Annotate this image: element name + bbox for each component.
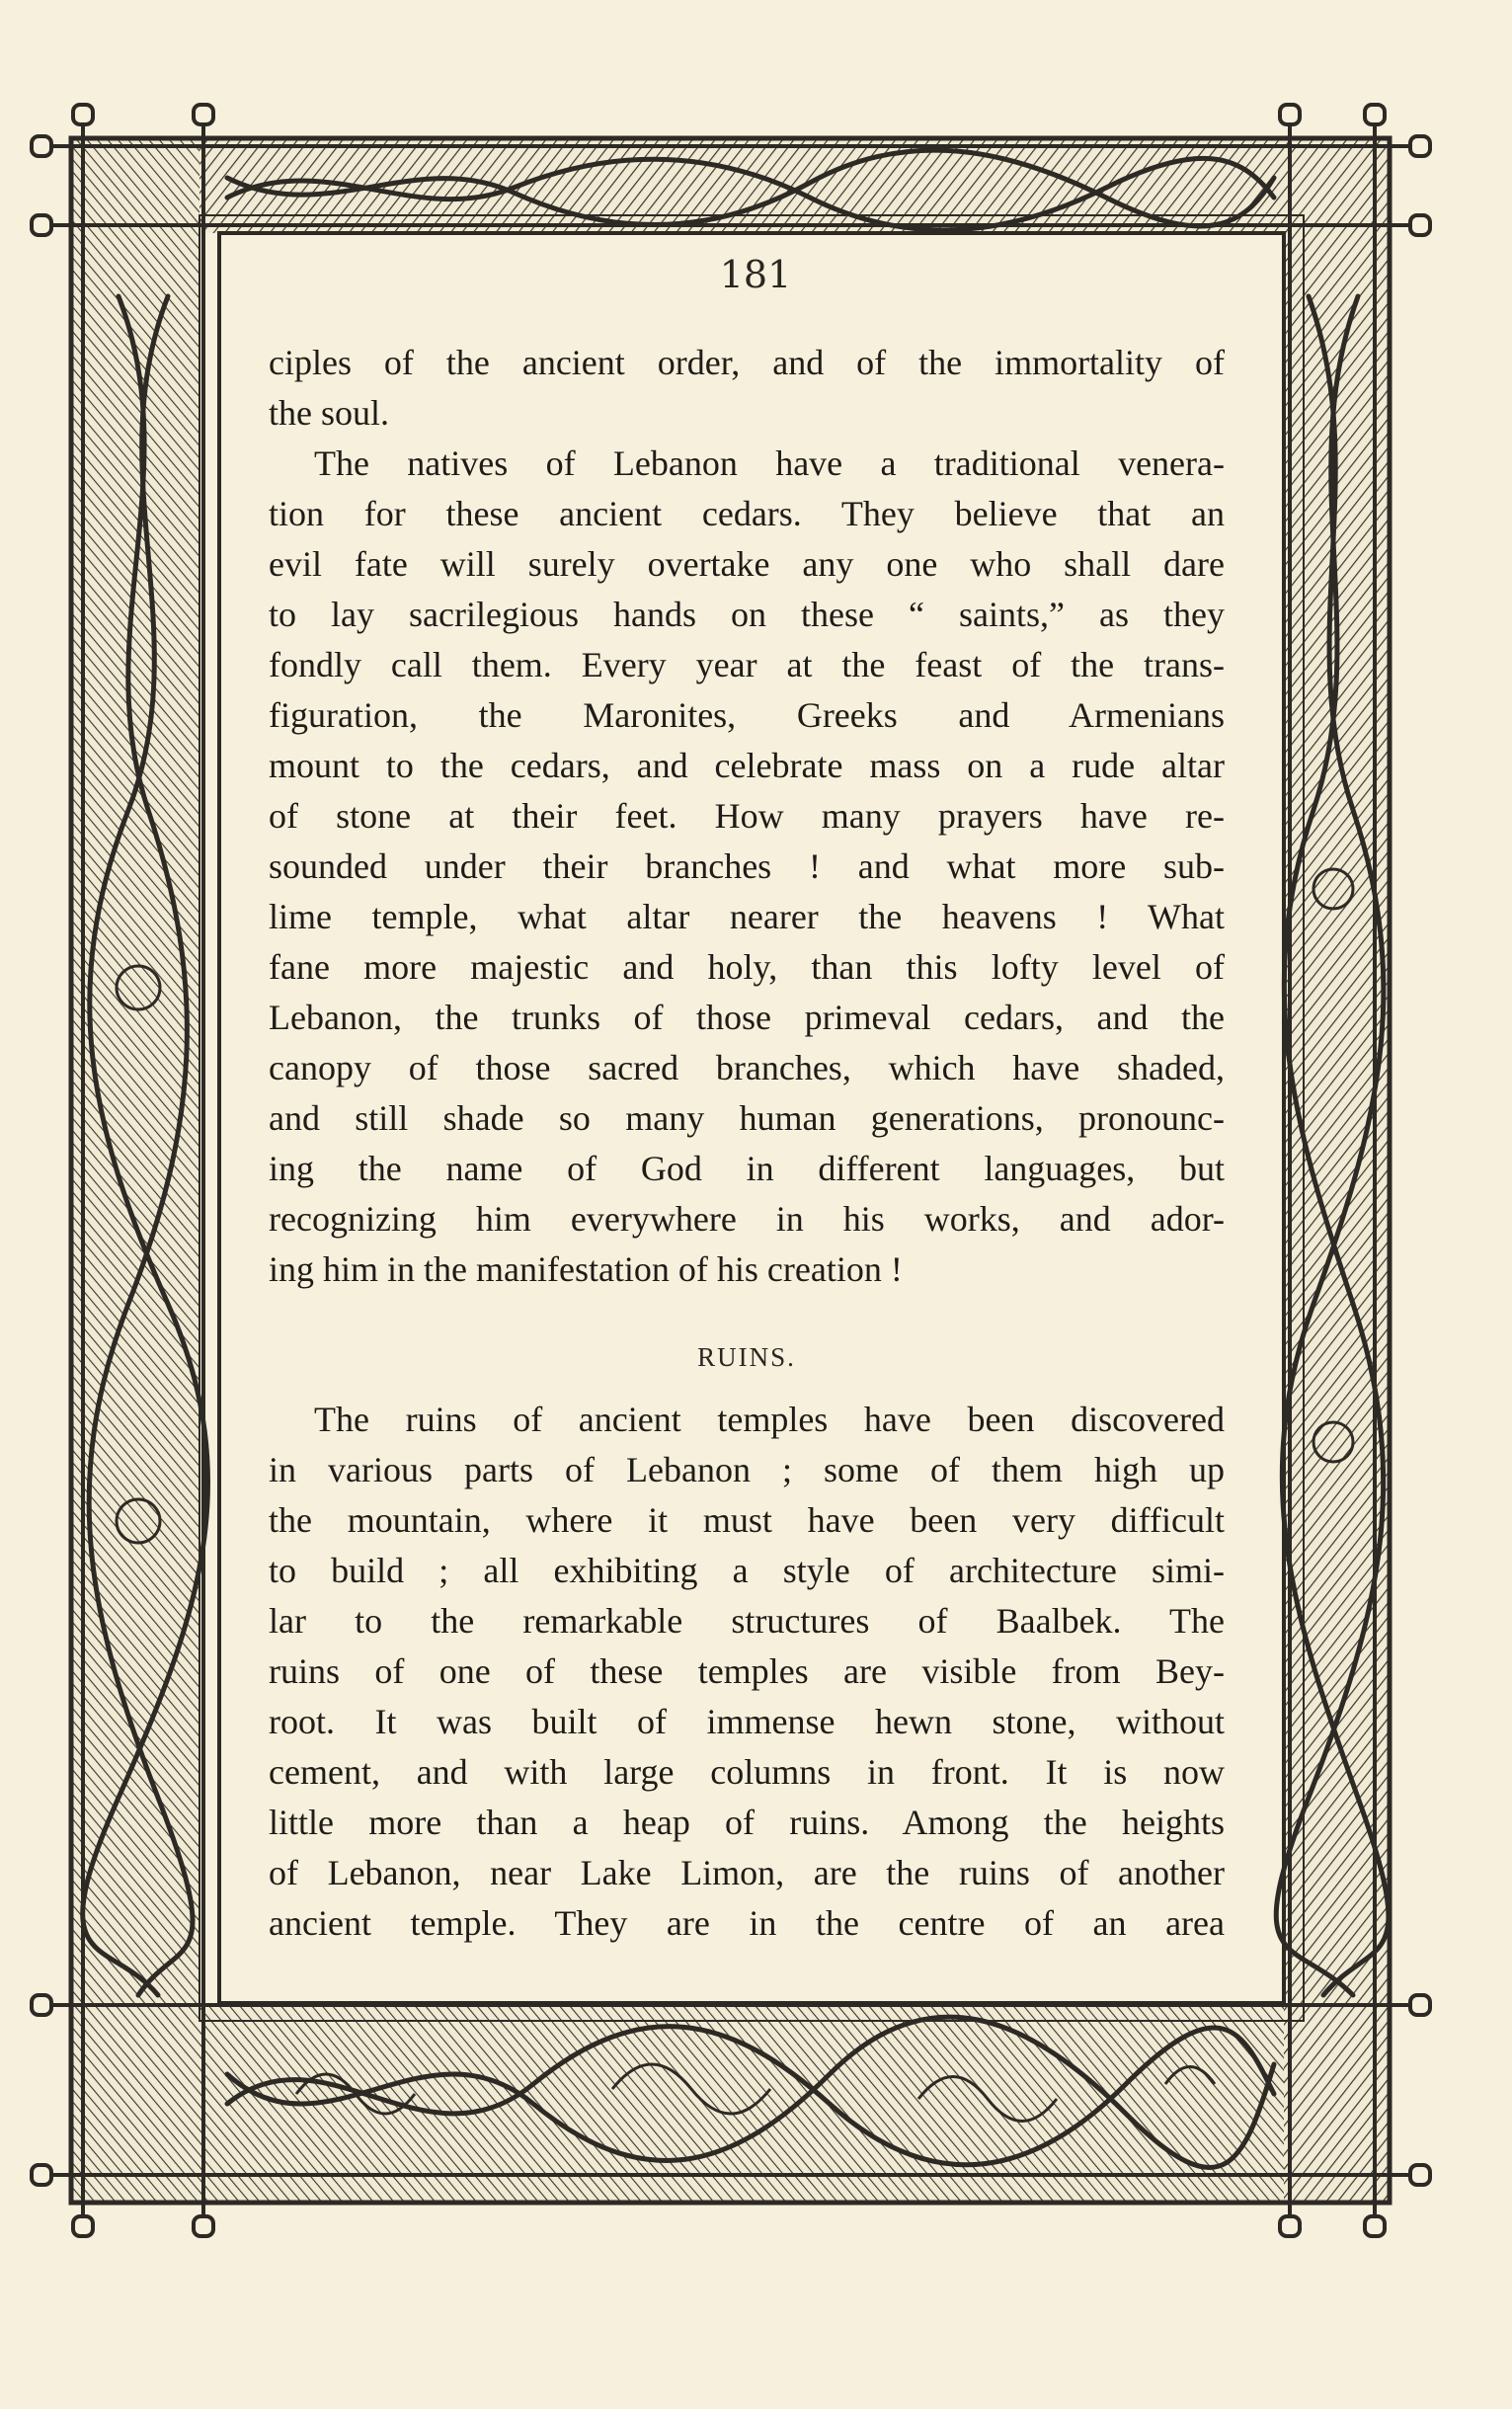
text-line: The natives of Lebanon have a traditional venera- <box>314 443 1225 483</box>
text-line: of Lebanon, near Lake Limon, are the ruins of another <box>269 1853 1225 1892</box>
page-number: 181 <box>719 253 792 296</box>
text-line: evil fate will surely overtake any one who shall dare <box>269 544 1225 584</box>
text-line: canopy of those sacred branches, which have shaded, <box>269 1048 1225 1087</box>
text-line: fondly call them. Every year at the feast of the trans- <box>269 645 1225 684</box>
text-line: little more than a heap of ruins. Among the heights <box>269 1803 1225 1842</box>
text-line: the mountain, where it must have been very difficult <box>269 1500 1225 1540</box>
paragraph-1 <box>269 338 1225 439</box>
text-line: The ruins of ancient temples have been discovered <box>314 1400 1225 1439</box>
text-line: in various parts of Lebanon ; some of them high up <box>269 1450 1225 1489</box>
text-line: ciples of the ancient order, and of the immortality of <box>269 343 1225 382</box>
paragraph-2 <box>269 439 1225 1295</box>
text-line: Lebanon, the trunks of those primeval cedars, and the <box>269 998 1225 1037</box>
text-line: sounded under their branches ! and what more sub- <box>269 846 1225 886</box>
text-line: to lay sacrilegious hands on these “ saints,” as they <box>269 595 1225 634</box>
text-line: and still shade so many human generations, pronounc- <box>269 1098 1225 1138</box>
text-line: fane more majestic and holy, than this lofty level of <box>269 947 1225 987</box>
paragraph-3 <box>269 1395 1225 1949</box>
text-line: lar to the remarkable structures of Baalbek. The <box>269 1601 1225 1641</box>
text-line: mount to the cedars, and celebrate mass on a rude altar <box>269 746 1225 785</box>
text-line: to build ; all exhibiting a style of architecture simi- <box>269 1551 1225 1590</box>
text-line: ing him in the manifestation of his creation ! <box>269 1249 903 1289</box>
text-line: ruins of one of these temples are visible from Bey- <box>269 1651 1225 1691</box>
text-line: lime temple, what altar nearer the heavens ! What <box>269 897 1225 936</box>
text-line: ancient temple. They are in the centre of an area <box>269 1903 1225 1943</box>
text-line: of stone at their feet. How many prayers have re- <box>269 796 1225 836</box>
body-text <box>269 338 1225 1949</box>
text-line: cement, and with large columns in front. It is now <box>269 1752 1225 1792</box>
text-line: tion for these ancient cedars. They believe that an <box>269 494 1225 533</box>
text-line: root. It was built of immense hewn stone, without <box>269 1702 1225 1741</box>
text-line: the soul. <box>269 393 389 433</box>
text-line: recognizing him everywhere in his works, and ador- <box>269 1199 1225 1239</box>
text-line: ing the name of God in different languages, but <box>269 1149 1225 1188</box>
text-line: figuration, the Maronites, Greeks and Armenians <box>269 695 1225 735</box>
section-heading: RUINS. <box>697 1342 796 1372</box>
